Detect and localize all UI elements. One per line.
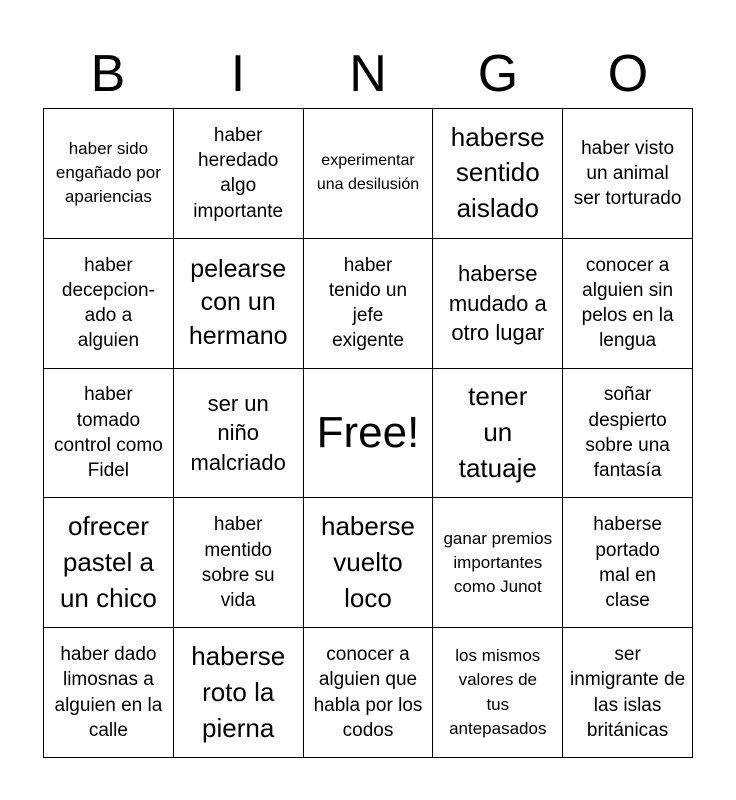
- cell-text: haber tenido un jefe exigente: [328, 254, 408, 352]
- bingo-cell[interactable]: [433, 498, 563, 628]
- cell-text: conocer a alguien que habla por los codos: [313, 644, 423, 741]
- bingo-cell[interactable]: [174, 498, 304, 628]
- bingo-cell[interactable]: [44, 109, 174, 239]
- header-letter-b: B: [90, 45, 126, 103]
- bingo-cell[interactable]: [563, 628, 693, 758]
- cell-text: haberse mudado a otro lugar: [448, 261, 547, 345]
- bingo-cell[interactable]: [174, 109, 304, 239]
- free-space[interactable]: [304, 369, 434, 499]
- cell-text: ofrecer pastel a un chico: [59, 510, 157, 613]
- bingo-cell[interactable]: [174, 628, 304, 758]
- bingo-cell[interactable]: [433, 239, 563, 369]
- cell-text: haberse portado mal en clase: [593, 514, 662, 612]
- bingo-cell[interactable]: [174, 239, 304, 369]
- cell-text: haberse sentido aislado: [450, 121, 545, 224]
- cell-text: haber dado limosnas a alguien en la calle: [54, 644, 163, 741]
- cell-text: haber decepcion-ado a alguien: [61, 254, 155, 352]
- cell-text: ser un niño malcriado: [190, 391, 286, 475]
- bingo-cell[interactable]: [563, 109, 693, 239]
- bingo-cell[interactable]: [44, 498, 174, 628]
- header-letter-o: O: [607, 45, 649, 103]
- header-letter-i: I: [230, 45, 246, 103]
- cell-text: tener un tatuaje: [458, 381, 537, 483]
- header-letter-g: G: [477, 45, 519, 103]
- cell-text: experimentar una desilusión: [316, 152, 420, 194]
- cell-text: haber mentido sobre su vida: [201, 514, 275, 612]
- cell-text: ganar premios importantes como Junot: [443, 528, 553, 596]
- cell-text: haber sido engañado por apariencias: [55, 139, 161, 207]
- header-letter-n: N: [349, 45, 387, 103]
- bingo-cell[interactable]: [44, 239, 174, 369]
- bingo-card: [43, 108, 693, 758]
- cell-text: haberse roto la pierna: [191, 640, 286, 743]
- bingo-cell[interactable]: [563, 498, 693, 628]
- cell-text: ser inmigrante de las islas británicas: [570, 644, 686, 741]
- cell-text: haber heredado algo importante: [193, 124, 284, 222]
- bingo-cell[interactable]: [563, 369, 693, 499]
- cell-text: pelearse con un hermano: [188, 254, 288, 351]
- cell-text: Free!: [316, 407, 420, 457]
- bingo-cell[interactable]: [174, 369, 304, 499]
- bingo-cell[interactable]: [44, 369, 174, 499]
- bingo-cell[interactable]: [44, 628, 174, 758]
- cell-text: soñar despierto sobre una fantasía: [585, 384, 670, 482]
- bingo-cell[interactable]: [563, 239, 693, 369]
- bingo-cell[interactable]: [304, 628, 434, 758]
- bingo-cell[interactable]: [433, 109, 563, 239]
- bingo-header: [43, 40, 693, 108]
- bingo-cell[interactable]: [304, 498, 434, 628]
- cell-text: haberse vuelto loco: [321, 510, 415, 613]
- cell-text: haber visto un animal ser torturado: [573, 137, 682, 210]
- bingo-cell[interactable]: [433, 369, 563, 499]
- bingo-cell[interactable]: [433, 628, 563, 758]
- bingo-cell[interactable]: [304, 239, 434, 369]
- bingo-cell[interactable]: [304, 109, 434, 239]
- cell-text: los mismos valores de tus antepasados: [449, 646, 547, 738]
- cell-text: conocer a alguien sin pelos en la lengua: [581, 254, 674, 352]
- cell-text: haber tomado control como Fidel: [54, 384, 163, 482]
